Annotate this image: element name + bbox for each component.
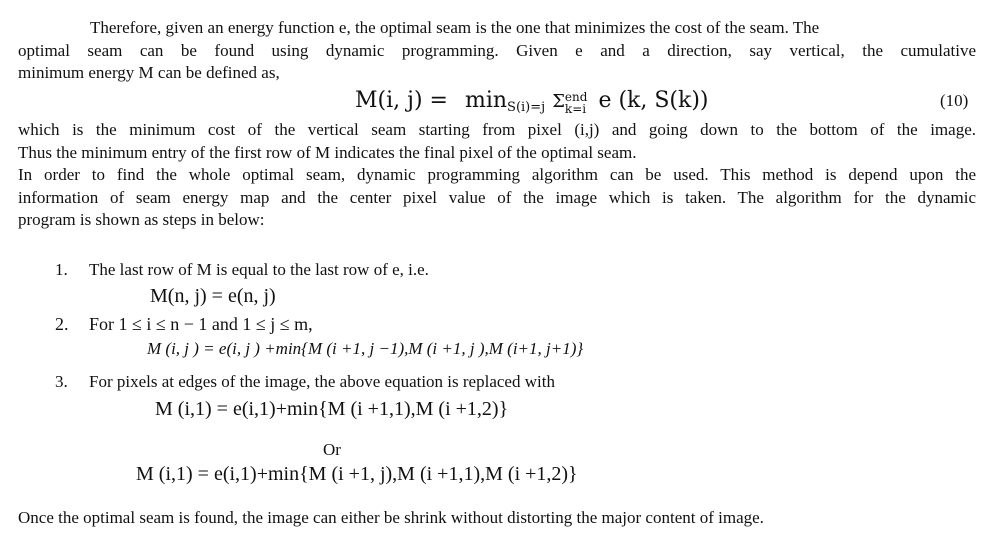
- paragraph-line: Therefore, given an energy function e, the optimal seam is the one that minimizes the cost of the seam. The: [90, 18, 820, 37]
- paragraph-line: minimum energy M can be defined as,: [18, 63, 280, 82]
- summation-symbol: Σ: [552, 91, 565, 112]
- summation-limits: [565, 91, 588, 115]
- step-number: 1.: [55, 260, 68, 279]
- paragraph-line: program is shown as steps in below:: [18, 210, 265, 229]
- closing-line: Once the optimal seam is found, the image can either be shrink without distorting the major content of image.: [18, 508, 764, 527]
- paragraph-line: which is the minimum cost of the vertical seam starting from pixel (i,j) and going down to the bottom of the image.: [18, 120, 976, 139]
- paragraph-line: Thus the minimum entry of the first row of M indicates the final pixel of the optimal seam.: [18, 143, 637, 162]
- step-text: For pixels at edges of the image, the above equation is replaced with: [89, 372, 555, 391]
- equation-min-subscript: S(i)=j: [507, 100, 546, 115]
- step-item: [55, 371, 555, 393]
- paragraph-line: information of seam energy map and the center pixel value of the image which is taken. The algorithm for the dynamic: [18, 188, 976, 207]
- equation-min: min: [464, 88, 508, 113]
- equation-rhs: e (k, S(k)): [598, 88, 709, 113]
- step-equation: M (i,1) = e(i,1)+min{M (i +1,1),M (i +1,2)}: [155, 398, 509, 420]
- equation-10: [355, 86, 709, 123]
- summation-lower: k=i: [564, 102, 587, 116]
- step-text: For 1 ≤ i ≤ n − 1 and 1 ≤ j ≤ m,: [89, 314, 313, 334]
- summation-upper: end: [564, 90, 588, 104]
- alternate-equation: M (i,1) = e(i,1)+min{M (i +1, j),M (i +1,1),M (i +1,2)}: [136, 463, 578, 485]
- step-number: 2.: [55, 314, 69, 334]
- step-text: The last row of M is equal to the last row of e, i.e.: [89, 260, 429, 279]
- paragraph-line: optimal seam can be found using dynamic programming. Given e and a direction, say vertical, the cumulative: [18, 41, 976, 60]
- step-item: [55, 259, 429, 281]
- or-label: Or: [323, 440, 341, 459]
- paragraph-line: In order to find the whole optimal seam, dynamic programming algorithm can be used. This method is depend upon the: [18, 165, 976, 184]
- step-equation: M(n, j) = e(n, j): [150, 285, 276, 307]
- step-equation: M (i, j ) = e(i, j ) +min{M (i +1, j −1),M (i +1, j ),M (i+1, j+1)}: [147, 339, 584, 358]
- step-item: [55, 313, 313, 335]
- equation-number: (10): [940, 91, 969, 110]
- equation-lhs: M(i, j) =: [355, 88, 448, 113]
- step-number: 3.: [55, 372, 68, 391]
